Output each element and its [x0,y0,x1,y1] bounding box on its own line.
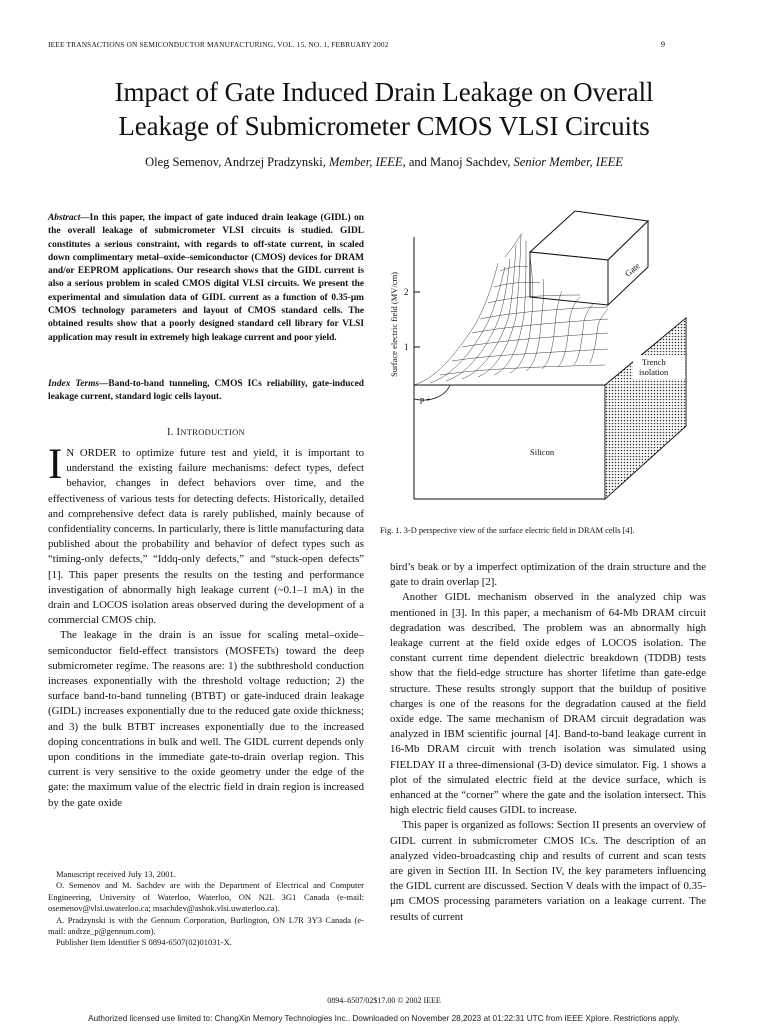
right-paragraph-3: This paper is organized as follows: Section II presents an overview of GIDL current in submicrometer CMOS ICs. The description of an analyzed video-broadcasting chip and results of current and scan tests are given in Section III. In Section IV, the key parameters influencing the GIDL current are discussed. Section V deals with the impact of 0.35-μm CMOS processing parameters variation on a leakage current. The results of current [390,819,706,923]
gate-label: Gate [622,260,642,279]
footnote-publisher-id: Publisher Item Identifier S 0894-6507(02)01031-X. [56,937,232,948]
copyright-line: 0894–6507/02$17.00 © 2002 IEEE [327,996,441,1005]
author-role-2: Senior Member, IEEE [513,155,623,169]
index-terms-label: Index Terms [48,379,100,389]
figure-1-caption: Fig. 1. 3-D perspective view of the surface electric field in DRAM cells [4]. [380,526,635,535]
index-terms-text: —Band-to-band tunneling, CMOS ICs reliability, gate-induced leakage current, standard logic cells layout. [48,379,364,403]
paper-title [0,75,768,143]
right-paragraph-1: bird’s beak or by a imperfect optimization of the drain structure and the gate to drain overlap [2]. [390,561,706,589]
figure-1 [380,197,720,532]
download-notice: Authorized licensed use limited to: ChangXin Memory Technologies Inc.. Downloaded on November 28,2023 at 01:22:31 UTC from IEEE Xplore. Restrictions apply. [88,1014,680,1023]
right-paragraph-2: Another GIDL mechanism observed in the analyzed chip was mentioned in [3]. In this paper, a mechanism of 64-Mb DRAM circuit degradation was described. The problem was an abnormally high leakage current at the field oxide edges of LOCOS isolation. The constant current time dependent dielectric breakdown (TDDB) tests show that the field-edge structure has shorter lifetime than gate-edge structure. These results strongly support that the buildup of positive charges is one of the reasons for the degradation caused at the field oxide edge. The same mechanism of DRAM circuit degradation was analyzed in IBM scientific journal [4]. Band-to-band leakage current in 16-Mb DRAM circuit with trench isolation was simulated using FIELDAY II a three-dimensional (3-D) device simulator. Fig. 1 shows a plot of the simulated electric field at the device surface, which is enhanced at the “corner” where the gate and the isolation intersect. This high electric field causes GIDL to increase. [390,591,706,817]
page-number: 9 [661,40,665,49]
p-plus-label: p + [420,394,432,404]
section-numeral: I. I [166,427,181,438]
abstract [48,212,364,345]
silicon-label: Silicon [530,447,555,457]
isolation-label: isolation [639,367,669,377]
section-heading-introduction [48,427,364,438]
footnotes [48,869,364,949]
title-line-2: Leakage of Submicrometer CMOS VLSI Circuits [118,111,650,141]
author-names-1: Oleg Semenov, Andrzej Pradzynski, [145,155,329,169]
intro-paragraph-2: The leakage in the drain is an issue for scaling metal–oxide–semiconductor field-effect transistors (MOSFETs) toward the deep submicrometer regime. The reasons are: 1) the subthreshold conduction increases exponentially with the threshold voltage reduction; 2) the surface band-to-band tunneling (BTBT) or gate-induced drain leakage (GIDL) increases exponentially due to the reduced gate oxide thickness; and 3) the bulk BTBT increases exponentially due to the increased doping concentrations in bulk and well. The GIDL current depends only upon conditions in the immediate gate-to-drain overlap region. This current is very sensitive to the oxide geometry under the edge of the gate: the maximum value of the electric field in drain region is increased by the gate oxide [48,629,364,809]
footnote-received: Manuscript received July 13, 2001. [56,869,176,879]
y-axis [414,237,420,385]
drop-cap: I [48,441,63,488]
index-terms [48,378,364,405]
abstract-text: —In this paper, the impact of gate induced drain leakage (GIDL) on the overall leakage of submicrometer VLSI circuits is studied. GIDL constitutes a serious constraint, with regards to off-state current, in scaled down complimentary metal–oxide–semiconductor (CMOS) devices for DRAM and/or EEPROM applications. Our research shows that the GIDL current is also a serious problem in scaled CMOS digital VLSI circuits. We present the experimental and simulation data of GIDL current as a function of 0.35-μm CMOS technology parameters and layout of CMOS standard cells. The obtained results show that a poorly designed standard cell library for VLSI application may result in extremely high leakage current and poor yield. [48,213,364,343]
left-column-body [48,441,364,811]
author-names-2: , and Manoj Sachdev, [402,155,514,169]
author-line [0,155,768,170]
footnote-affiliation-1: O. Semenov and M. Sachdev are with the Department of Electrical and Computer Engineering, University of Waterloo, Waterloo, ON N2L 3G1 Canada (e-mail: osemenov@vlsi.uwaterloo.ca; msachdev@ashok.vlsi.uwaterloo.ca). [48,880,364,914]
title-line-1: Impact of Gate Induced Drain Leakage on Overall [114,77,654,107]
y-axis-label: Surface electric field (MV/cm) [389,271,399,377]
running-head: IEEE TRANSACTIONS ON SEMICONDUCTOR MANUFACTURING, VOL. 15, NO. 1, FEBRUARY 2002 [48,40,389,49]
intro-paragraph-1-text: N ORDER to optimize future test and yield, it is important to understand the existing failure mechanisms: defect types, defect behavior, changes in defect behaviors over time, and the effectiveness of various tests for detecting defects. Historically, detailed and comprehensive defect data is rarely published, mainly because of confidentiality concerns. In particularly, there is little manufacturing data published about the probability and behavior of defect types such as “timing-only defects,” “Iddq-only defects,” and “stuck-open defects” [1]. This paper presents the results on the testing and performance investigation of abnormally high leakage current (~0.1–1 mA) in the drain and LOCOS isolation areas observed during the development of a commercial CMOS chip. [48,447,364,627]
y-tick-2: 2 [404,287,409,297]
section-name: NTRODUCTION [180,427,245,437]
y-tick-1: 1 [404,342,409,352]
gate-block [530,211,648,305]
right-column-body [390,560,706,925]
abstract-label: Abstract [48,213,81,223]
footnote-affiliation-2: A. Pradzynski is with the Gennum Corporation, Burlington, ON L7R 3Y3 Canada (e-mail: andrze_p@gennum.com). [48,914,364,937]
trench-isolation-region [605,318,686,499]
figure-1-diagram [380,197,720,527]
intro-paragraph-1 [48,441,364,628]
author-role-1: Member, IEEE [328,155,403,169]
trench-label: Trench [642,357,666,367]
